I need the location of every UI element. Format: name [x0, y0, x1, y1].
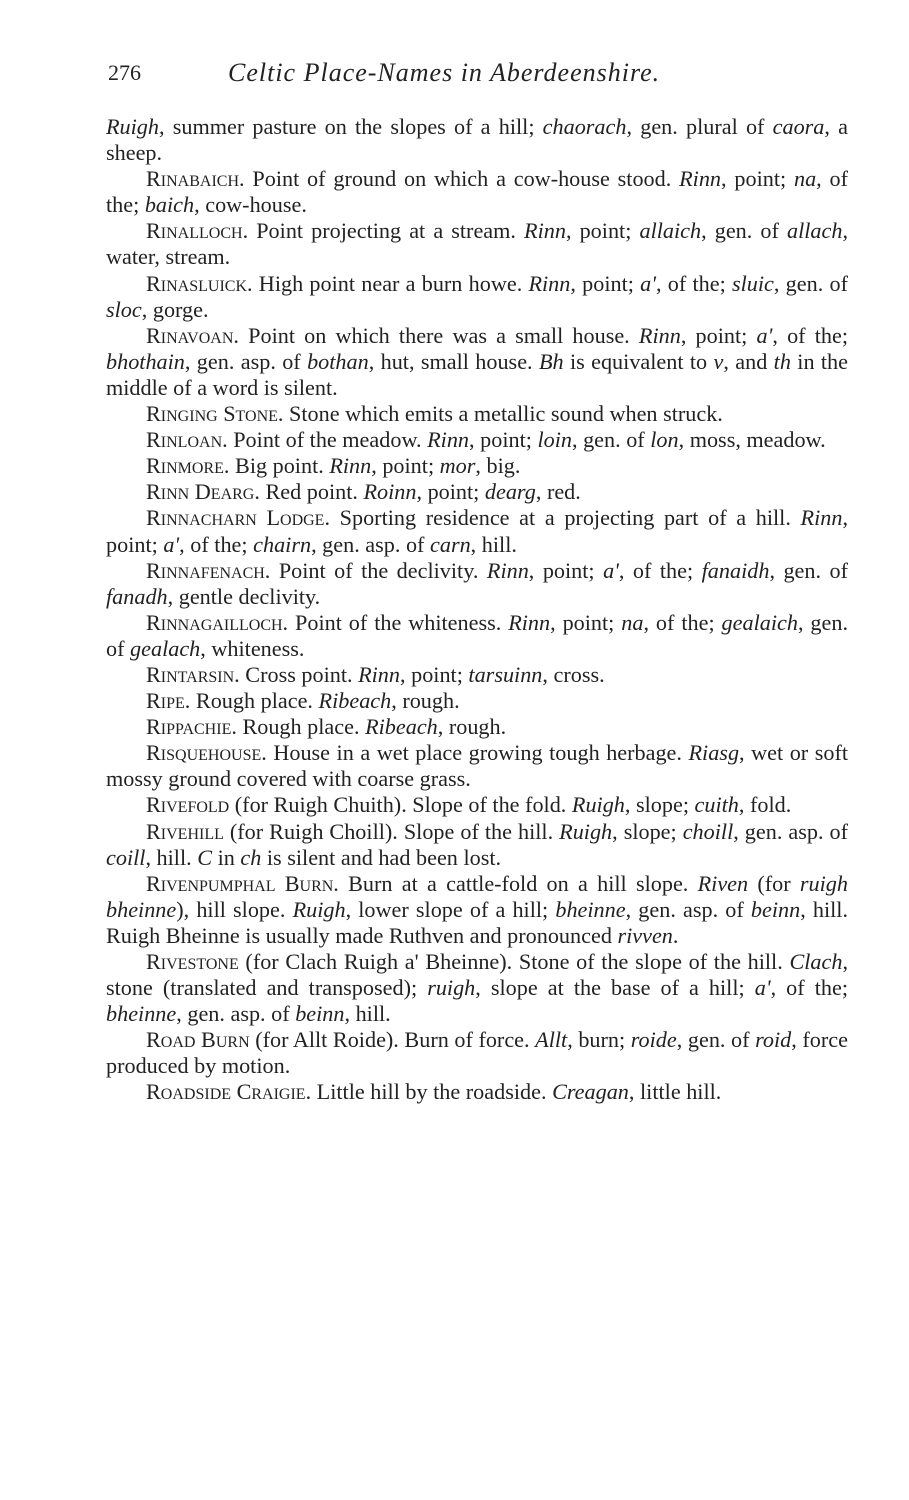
gaelic-term: Rinn — [800, 505, 843, 531]
entry-text: , gen. of — [106, 609, 848, 661]
dictionary-entry — [106, 792, 848, 818]
dictionary-entry — [106, 558, 848, 610]
entry-text: , point; — [721, 166, 794, 192]
gaelic-term: Rinn — [508, 609, 551, 635]
gaelic-term: Allt — [535, 1027, 568, 1053]
gaelic-term: roide — [630, 1027, 677, 1053]
entry-text: , of the; — [656, 270, 732, 296]
gaelic-term: allaich — [639, 218, 702, 244]
entry-text: , red. — [535, 479, 581, 505]
entry-text: , wet or soft mossy ground covered with coarse grass. — [106, 740, 848, 792]
entry-text: , hill. — [470, 531, 517, 557]
dictionary-entry — [106, 714, 848, 740]
gaelic-term: mor — [439, 453, 476, 479]
gaelic-term: loin — [537, 427, 572, 453]
entry-headword: Ringing Stone. — [146, 401, 284, 427]
gaelic-term: caora — [772, 114, 825, 139]
dictionary-entry — [106, 1027, 848, 1079]
entry-text: High point near a burn howe. — [252, 270, 529, 296]
entry-text: Point of the meadow. — [227, 427, 428, 453]
entry-text: , gentle declivity. — [167, 583, 321, 609]
running-title: Celtic Place-Names in Aberdeenshire. — [228, 58, 661, 87]
entry-text: , gen. plural of — [626, 114, 773, 139]
entry-text: , hill. Ruigh Bheinne is usually made Ruthven and pronounced — [106, 896, 849, 948]
entry-text: (for — [748, 870, 800, 896]
gaelic-term: beinn — [750, 896, 801, 922]
entry-text: , gen. of — [773, 270, 848, 296]
entry-text: is equivalent to — [563, 348, 714, 374]
gaelic-term: baich — [144, 192, 195, 218]
entry-text: House in a wet place growing tough herbage. — [266, 740, 689, 766]
dictionary-entry — [106, 453, 848, 479]
entry-text: (for Clach Ruigh a' Bheinne). Stone of the slope of the hill. — [238, 949, 790, 974]
entry-text: Burn at a cattle-fold on a hill slope. — [338, 870, 698, 896]
entry-text: , gen. asp. of — [184, 348, 308, 374]
entry-continuation — [106, 114, 848, 166]
gaelic-term: choill — [682, 818, 734, 844]
entry-text: (for Ruigh Chuith). Slope of the fold. — [229, 792, 572, 818]
gaelic-term: ruigh — [427, 975, 476, 1001]
entry-text: Red point. — [259, 479, 364, 505]
dictionary-entry — [106, 819, 848, 871]
gaelic-term: chaorach — [542, 114, 627, 139]
gaelic-term: Rinn — [427, 427, 470, 453]
dictionary-entry — [106, 166, 848, 218]
entry-text: , slope at the base of a hill; — [475, 975, 755, 1001]
gaelic-term: ruigh bheinne — [106, 870, 848, 922]
entry-text: Rough place. — [190, 688, 319, 714]
entry-headword: Rinmore. — [146, 453, 230, 479]
gaelic-term: Ribeach — [365, 714, 438, 740]
gaelic-term: Riven — [697, 870, 749, 896]
gaelic-term: chairn — [253, 531, 312, 557]
gaelic-term: Ruigh — [106, 114, 159, 139]
dictionary-entry — [106, 427, 848, 453]
gaelic-term: sloc — [106, 296, 142, 322]
dictionary-entry — [106, 323, 848, 401]
gaelic-term: Creagan — [552, 1079, 629, 1105]
entry-text: , gen. asp. of — [733, 818, 848, 844]
gaelic-term: rivven — [617, 922, 673, 948]
entry-text: , gen. asp. of — [625, 896, 751, 922]
entry-text: , point; — [400, 661, 469, 687]
dictionary-entry — [106, 479, 848, 505]
entry-text: , gen. asp. of — [311, 531, 430, 557]
entry-text: Point of the declivity. — [270, 557, 487, 583]
entry-text: , point; — [469, 427, 538, 453]
gaelic-term: dearg — [484, 479, 536, 505]
gaelic-term: lon — [650, 427, 679, 453]
gaelic-term: v — [713, 348, 724, 374]
gaelic-term: Rinn — [329, 453, 372, 479]
entry-text: , fold. — [738, 792, 792, 818]
entry-text: , cow-house. — [194, 192, 307, 218]
entry-text: Rough place. — [236, 714, 366, 740]
entry-text: , gen. asp. of — [176, 1001, 296, 1027]
entry-text: , gen. of — [701, 218, 787, 244]
gaelic-term: Rinn — [358, 661, 400, 687]
gaelic-term: na — [793, 166, 817, 192]
entry-text: , gen. of — [769, 557, 848, 583]
entry-text: , force produced by motion. — [106, 1027, 848, 1079]
entry-headword: Rinnagailloch. — [146, 609, 289, 635]
entry-text: , point; — [550, 609, 622, 635]
gaelic-term: ch — [240, 844, 262, 870]
entry-list — [106, 114, 848, 1106]
gaelic-term: Rinn — [679, 166, 722, 192]
entry-headword: Rinalloch. — [146, 218, 249, 244]
gaelic-term: bheinne — [106, 1001, 177, 1027]
entry-headword: Ripe. — [146, 688, 191, 714]
entry-text: (for Allt Roide). Burn of force. — [249, 1027, 536, 1053]
entry-text: , of the; — [618, 557, 702, 583]
entry-text: Cross point. — [239, 661, 359, 687]
entry-text: , stone (translated and transposed); — [106, 949, 848, 1001]
entry-headword: Rivefold — [146, 792, 230, 818]
entry-text: , point; — [106, 505, 848, 557]
entry-text: Sporting residence at a projecting part of a hill. — [330, 505, 801, 531]
gaelic-term: Clach — [789, 949, 843, 974]
entry-text: , gorge. — [141, 296, 209, 322]
entry-text: , slope; — [612, 818, 683, 844]
entry-text: , burn; — [567, 1027, 631, 1053]
entry-text: Point of ground on which a cow-house stood. — [244, 166, 680, 192]
entry-text: , hill. — [344, 1001, 391, 1027]
entry-text: , water, stream. — [106, 218, 848, 270]
entry-text: , cross. — [542, 661, 605, 687]
entry-text: , whiteness. — [200, 635, 305, 661]
entry-text: , moss, meadow. — [678, 427, 826, 453]
entry-text: in the middle of a word is silent. — [106, 348, 848, 400]
dictionary-entry — [106, 662, 848, 688]
entry-headword: Rinasluick. — [146, 270, 253, 296]
gaelic-term: gealach — [130, 635, 201, 661]
gaelic-term: Ruigh — [292, 896, 346, 922]
entry-text: Big point. — [229, 453, 330, 479]
entry-text: , hut, small house. — [368, 348, 539, 374]
entry-text: , little hill. — [628, 1079, 722, 1105]
gaelic-term: allach — [786, 218, 843, 244]
entry-headword: Rivestone — [146, 949, 239, 974]
gaelic-term: a' — [756, 322, 773, 348]
gaelic-term: th — [773, 348, 791, 374]
entry-text: , point; — [371, 453, 440, 479]
gaelic-term: a' — [640, 270, 656, 296]
gaelic-term: Riasg — [688, 740, 740, 766]
dictionary-entry — [106, 949, 848, 1027]
entry-text: , rough. — [437, 714, 507, 740]
gaelic-term: Rinn — [486, 557, 529, 583]
entry-text: , of the; — [643, 609, 722, 635]
page-header — [108, 58, 848, 98]
gaelic-term: Roinn — [363, 479, 417, 505]
entry-headword: Rinn Dearg. — [146, 479, 260, 505]
entry-text: Stone which emits a metallic sound when struck. — [283, 401, 723, 427]
gaelic-term: Bh — [538, 348, 564, 374]
dictionary-entry — [106, 1079, 848, 1105]
entry-headword: Rinloan. — [146, 427, 228, 453]
entry-headword: Rinavoan. — [146, 322, 239, 348]
entry-text: Little hill by the roadside. — [311, 1079, 553, 1105]
gaelic-term: Rinn — [524, 218, 566, 244]
entry-text: Point projecting at a stream. — [248, 218, 525, 244]
dictionary-entry — [106, 505, 848, 557]
gaelic-term: Rinn — [528, 270, 571, 296]
entry-text: , and — [723, 348, 774, 374]
entry-text: , rough. — [391, 688, 460, 714]
entry-text: . — [672, 922, 679, 948]
gaelic-term: beinn — [295, 1001, 345, 1027]
gaelic-term: Ruigh — [559, 818, 613, 844]
dictionary-entry — [106, 688, 848, 714]
gaelic-term: carn — [430, 531, 471, 557]
dictionary-entry — [106, 401, 848, 427]
entry-text: , point; — [528, 557, 604, 583]
gaelic-term: a' — [163, 531, 180, 557]
entry-text: , a sheep. — [106, 114, 848, 166]
gaelic-term: roid — [755, 1027, 792, 1053]
entry-text: , big. — [475, 453, 521, 479]
entry-headword: Roadside Craigie. — [146, 1079, 312, 1105]
entry-text: , hill. — [145, 844, 198, 870]
entry-headword: Rinabaich. — [146, 166, 245, 192]
gaelic-term: sluic — [732, 270, 774, 296]
entry-text: (for Ruigh Choill). Slope of the hill. — [223, 818, 560, 844]
gaelic-term: bothan — [307, 348, 369, 374]
entry-text: , lower slope of a hill; — [345, 896, 556, 922]
entry-headword: Rintarsin. — [146, 661, 240, 687]
gaelic-term: a' — [603, 557, 619, 583]
entry-headword: Rinnafenach. — [146, 557, 271, 583]
entry-text: , gen. of — [676, 1027, 756, 1053]
entry-text: , gen. of — [571, 427, 651, 453]
gaelic-term: Rinn — [638, 322, 681, 348]
entry-headword: Risquehouse. — [146, 740, 267, 766]
gaelic-term: Ruigh — [571, 792, 625, 818]
entry-headword: Road Burn — [146, 1027, 250, 1053]
entry-text: is silent and had been lost. — [261, 844, 502, 870]
entry-text: , point; — [570, 270, 641, 296]
entry-headword: Rippachie. — [146, 714, 237, 740]
entry-text: , summer pasture on the slopes of a hill; — [159, 114, 543, 139]
entry-headword: Rivenpumphal Burn. — [146, 870, 339, 896]
entry-text: , of the; — [772, 322, 848, 348]
gaelic-term: bheinne — [555, 896, 626, 922]
dictionary-entry — [106, 610, 848, 662]
gaelic-term: bhothain — [106, 348, 185, 374]
gaelic-term: Ribeach — [318, 688, 392, 714]
entry-headword: Rivehill — [146, 818, 224, 844]
dictionary-entry — [106, 218, 848, 270]
dictionary-entry — [106, 271, 848, 323]
entry-text: , slope; — [624, 792, 695, 818]
entry-text: Point on which there was a small house. — [238, 322, 639, 348]
gaelic-term: coill — [106, 844, 146, 870]
gaelic-term: fanadh — [106, 583, 168, 609]
entry-text: , of the; — [106, 166, 848, 218]
entry-text: , point; — [565, 218, 640, 244]
entry-headword: Rinnacharn Lodge. — [146, 505, 330, 531]
entry-text: Point of the whiteness. — [288, 609, 509, 635]
entry-text: , point; — [416, 479, 485, 505]
entry-text: ), hill slope. — [176, 896, 293, 922]
gaelic-term: tarsuinn — [468, 661, 543, 687]
entry-text: in — [212, 844, 241, 870]
page-number: 276 — [108, 60, 141, 85]
gaelic-term: C — [197, 844, 213, 870]
gaelic-term: na — [621, 609, 644, 635]
gaelic-term: gealaich — [721, 609, 798, 635]
dictionary-entry — [106, 871, 848, 949]
gaelic-term: fanaidh — [701, 557, 770, 583]
entry-text: , of the; — [770, 975, 848, 1001]
entry-text: , point; — [680, 322, 757, 348]
entry-text: , of the; — [179, 531, 254, 557]
gaelic-term: cuith — [694, 792, 739, 818]
dictionary-entry — [106, 740, 848, 792]
gaelic-term: a' — [754, 975, 771, 1001]
